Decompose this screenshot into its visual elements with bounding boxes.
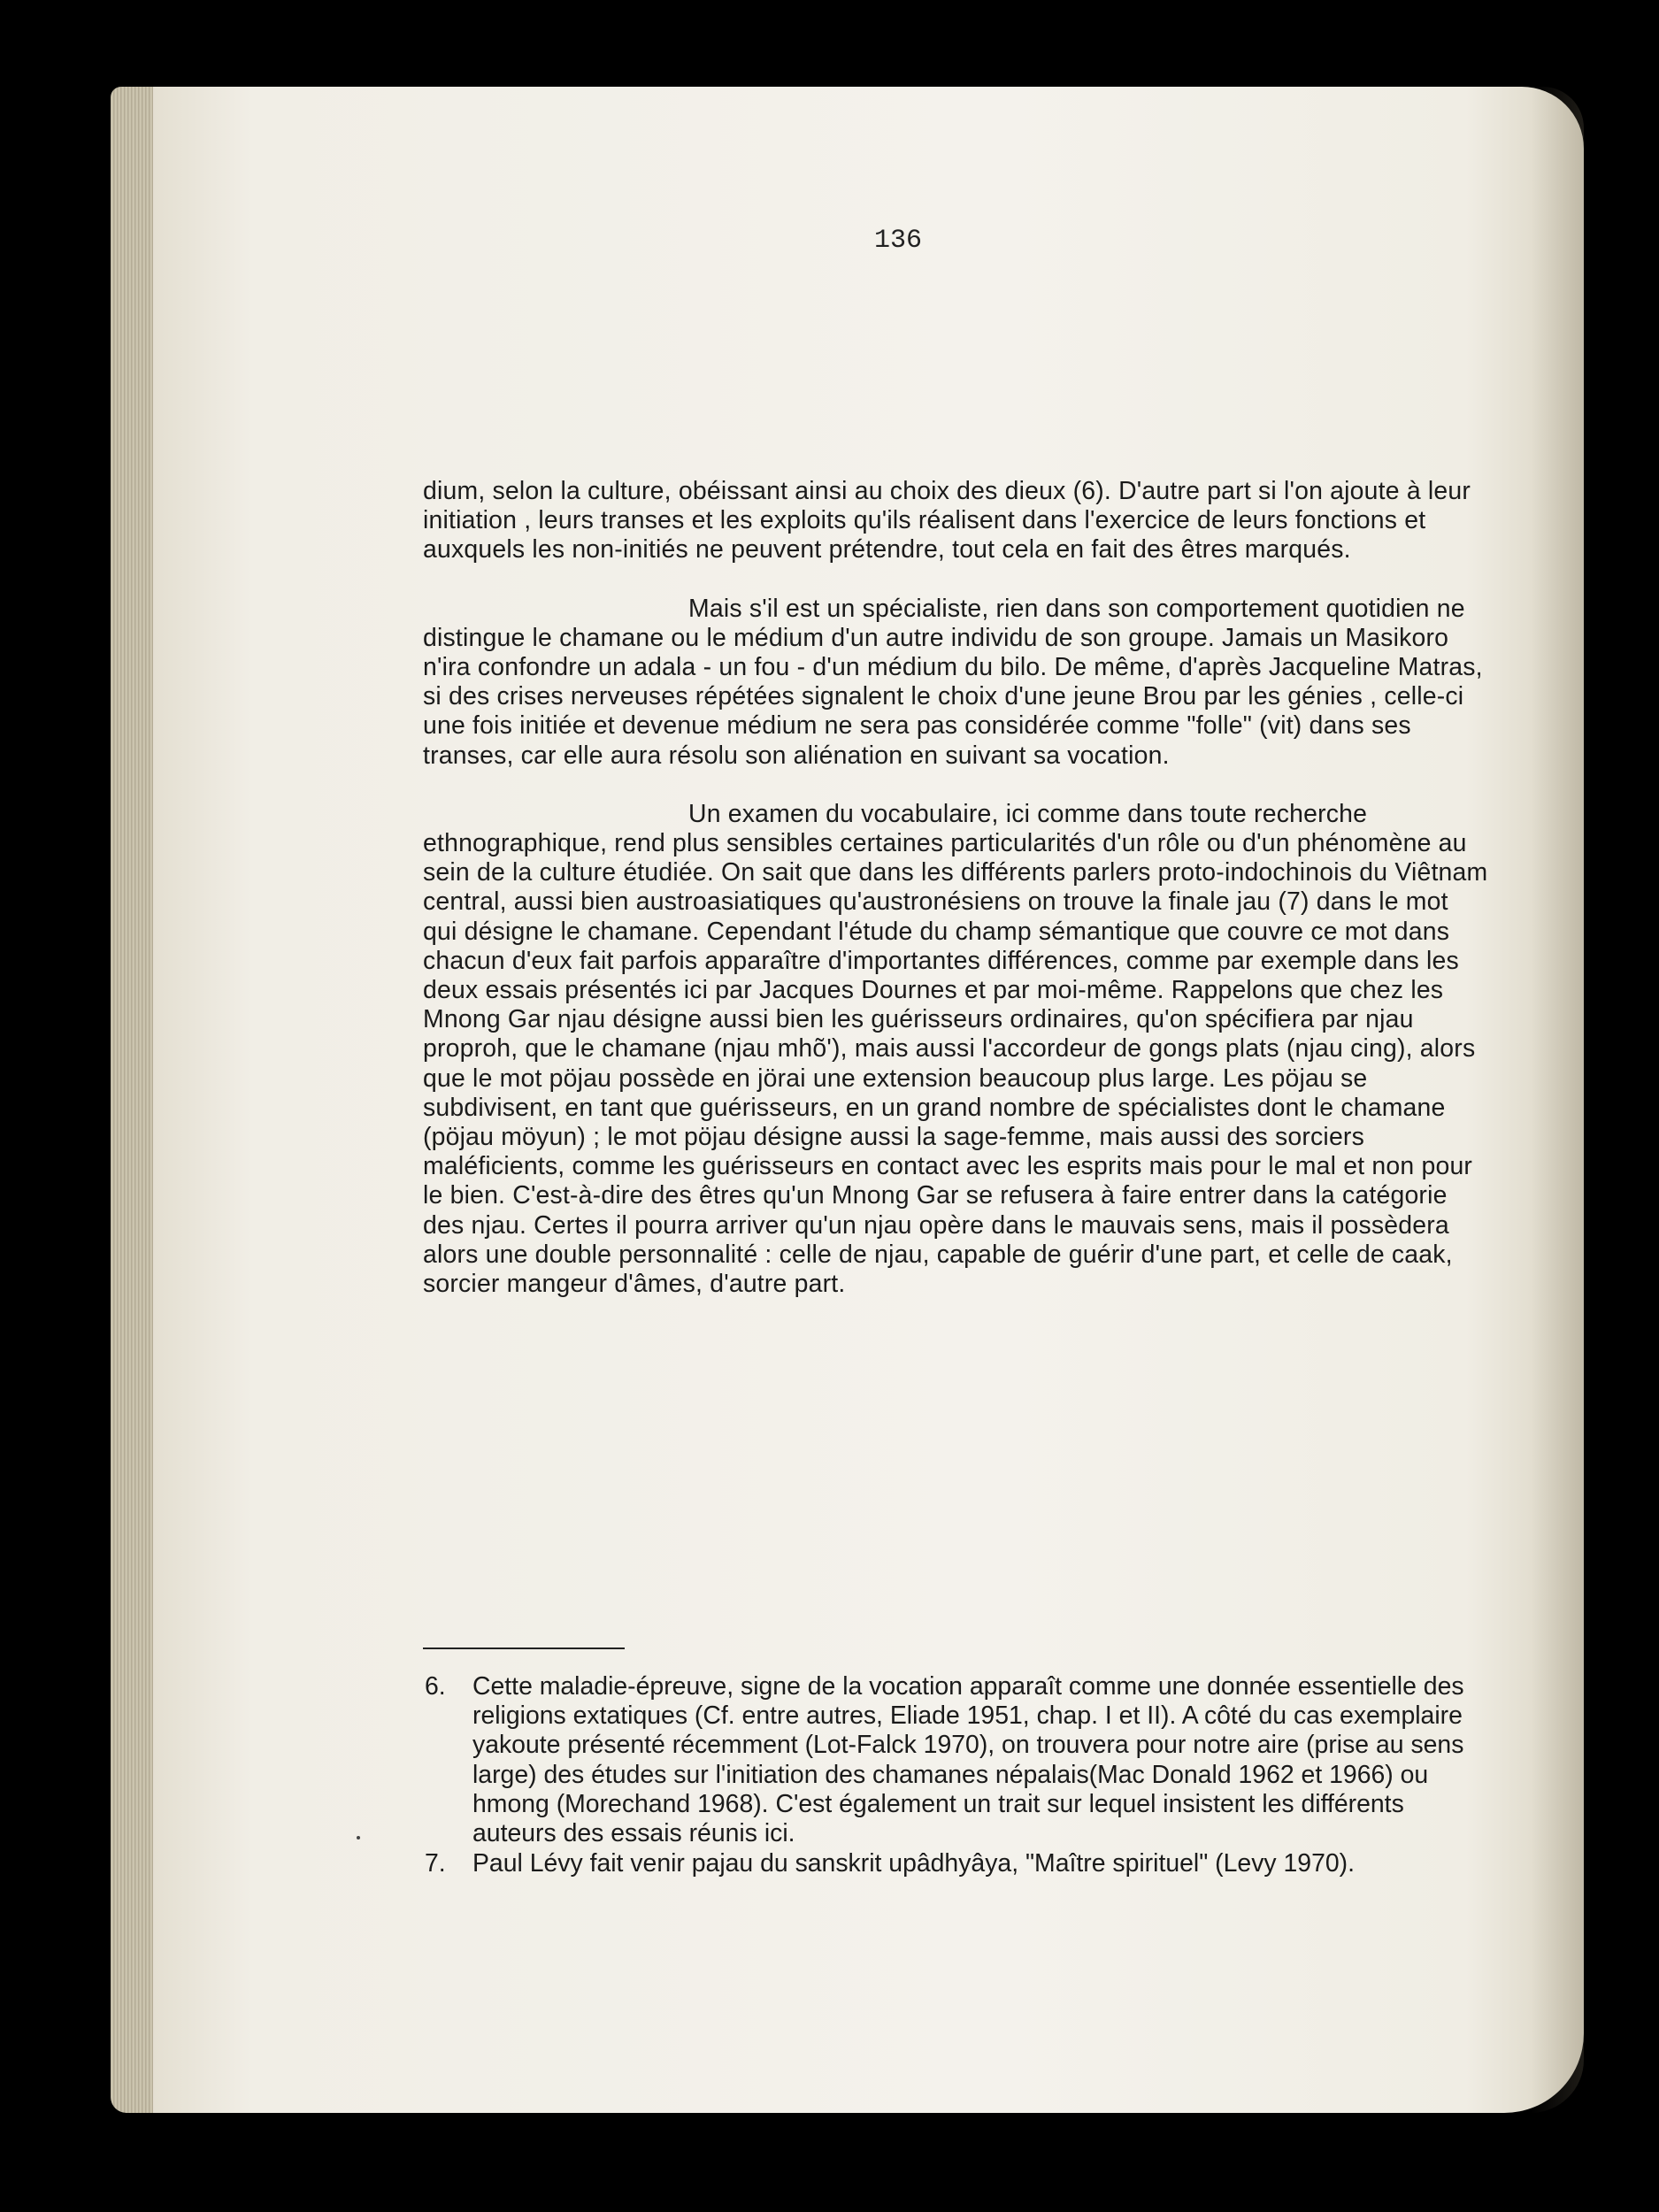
page-number: 136	[873, 226, 922, 256]
paragraph-1: dium, selon la culture, obéissant ainsi au choix des dieux (6). D'autre part si l'on ajoute à leur initiation , leurs transes et les exploits qu'ils réalisent dans l'exercice de leurs fonctions et auxquels les non-initiés ne peuvent prétendre, tout cela en fait des êtres marqués.	[423, 477, 1471, 565]
footnote-separator	[423, 1647, 625, 1649]
footnote-6	[425, 1672, 1491, 1848]
main-text	[423, 477, 1489, 1299]
stray-mark	[357, 1836, 360, 1839]
footnote-7	[425, 1849, 1491, 1878]
footnote-number: 7.	[425, 1849, 446, 1878]
page-curl-shadow	[1531, 87, 1584, 2113]
footnote-text: Cette maladie-épreuve, signe de la vocation apparaît comme une donnée essentielle des religions extatiques (Cf. entre autres, Eliade 1951, chap. I et II). A côté du cas exemplaire yakoute présenté récemment (Lot-Falck 1970), on trouvera pour notre aire (prise au sens large) des études sur l'initiation des chamanes népalais(Mac Donald 1962 et 1966) ou hmong (Morechand 1968). C'est également un trait sur lequel insistent les différents auteurs des essais réunis ici.	[472, 1672, 1464, 1848]
page-edges	[111, 87, 153, 2113]
footnotes	[425, 1672, 1491, 1879]
paragraph-3: Un examen du vocabulaire, ici comme dans toute recherche ethnographique, rend plus sensibles certaines particularités d'un rôle ou d'un phénomène au sein de la culture étudiée. On sait que dans les différents parlers proto-indochinois du Viêtnam central, aussi bien austroasiatiques qu'austronésiens on trouve la finale jau (7) dans le mot qui désigne le chamane. Cependant l'étude du champ sémantique que couvre ce mot dans chacun d'eux fait parfois apparaître d'importantes différences, comme par exemple dans les deux essais présentés ici par Jacques Dournes et par moi-même. Rappelons que chez les Mnong Gar njau désigne aussi bien les guérisseurs ordinaires, qu'on spécifiera par njau proproh, que le chamane (njau mhõ'), mais aussi l'accordeur de gongs plats (njau cing), alors que le mot pöjau possède en jörai une extension beaucoup plus large. Les pöjau se subdivisent, en tant que guérisseurs, en un grand nombre de spécialistes dont le chamane (pöjau möyun) ; le mot pöjau désigne aussi la sage-femme, mais aussi des sorciers maléficients, comme les guérisseurs en contact avec les esprits mais pour le mal et non pour le bien. C'est-à-dire des êtres qu'un Mnong Gar se refusera à faire entrer dans la catégorie des njau. Certes il pourra arriver qu'un njau opère dans le mauvais sens, mais il possèdera alors une double personnalité : celle de njau, capable de guérir d'une part, et celle de caak, sorcier mangeur d'âmes, d'autre part.	[423, 799, 1488, 1299]
footnote-text: Paul Lévy fait venir pajau du sanskrit upâdhyâya, "Maître spirituel" (Levy 1970).	[472, 1849, 1355, 1878]
footnote-number: 6.	[425, 1672, 446, 1701]
paragraph-2: Mais s'il est un spécialiste, rien dans son comportement quotidien ne distingue le chamane ou le médium d'un autre individu de son groupe. Jamais un Masikoro n'ira confondre un adala - un fou - d'un médium du bilo. De même, d'après Jacqueline Matras, si des crises nerveuses répétées signalent le choix d'une jeune Brou par les génies , celle-ci une fois initiée et devenue médium ne sera pas considérée comme "folle" (vit) dans ses transes, car elle aura résolu son aliénation en suivant sa vocation.	[423, 594, 1483, 770]
